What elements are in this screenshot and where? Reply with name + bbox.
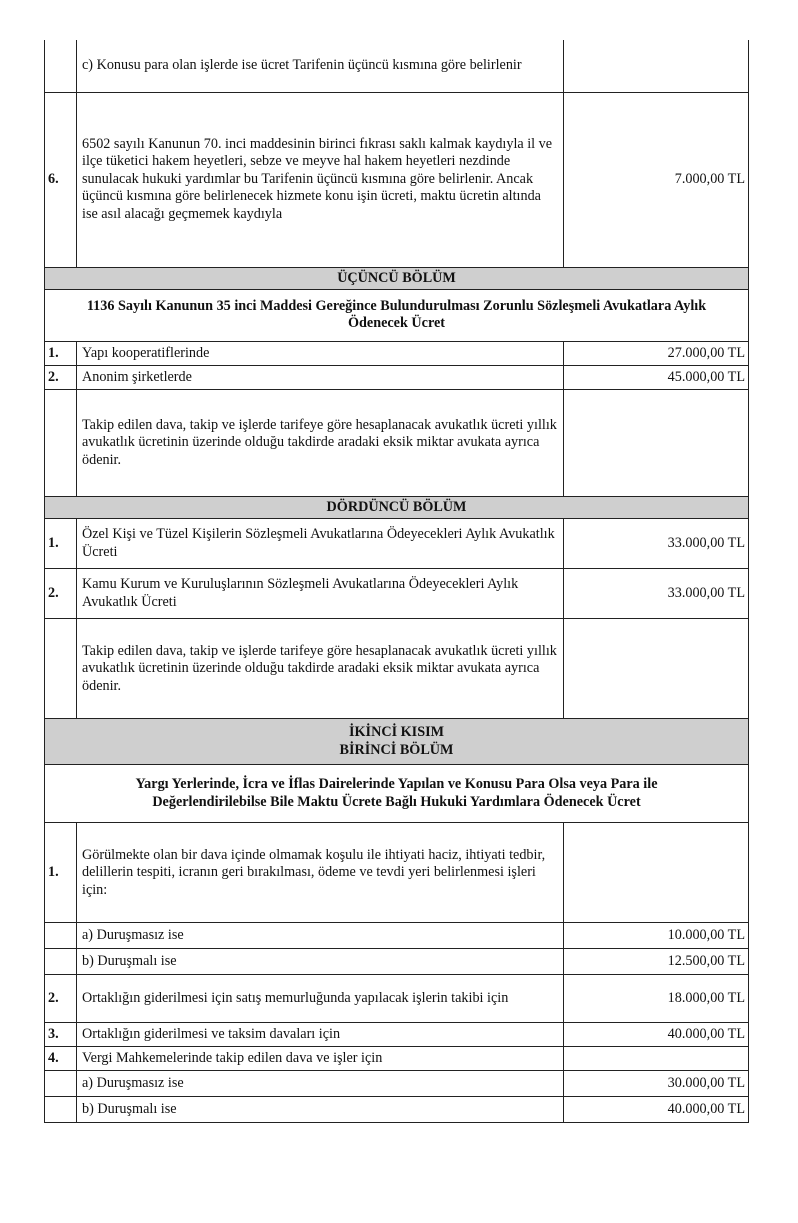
table-row — [45, 569, 749, 619]
table-row — [45, 823, 749, 923]
row-amount — [564, 389, 749, 496]
table-row — [45, 92, 749, 267]
table-row — [45, 949, 749, 975]
section-header-label: DÖRDÜNCÜ BÖLÜM — [45, 496, 749, 518]
section-title-row — [45, 289, 749, 341]
table-row — [45, 389, 749, 496]
row-number: 2. — [45, 365, 77, 389]
row-amount: 33.000,00 TL — [564, 519, 749, 569]
table-row — [45, 619, 749, 719]
row-number: 3. — [45, 1023, 77, 1047]
row-description: Görülmekte olan bir dava içinde olmamak koşulu ile ihtiyati haciz, ihtiyati tedbir, delillerin tespiti, icranın geri bırakılması, ödeme ve tevdi yeri belirlenmesi işleri için: — [77, 823, 564, 923]
row-number: 1. — [45, 519, 77, 569]
row-number — [45, 923, 77, 949]
row-description: c) Konusu para olan işlerde ise ücret Tarifenin üçüncü kısmına göre belirlenir — [77, 40, 564, 92]
table-row — [45, 1023, 749, 1047]
row-description: Anonim şirketlerde — [77, 365, 564, 389]
row-amount — [564, 1047, 749, 1071]
row-amount: 7.000,00 TL — [564, 92, 749, 267]
row-number: 4. — [45, 1047, 77, 1071]
part-header-line: İKİNCİ KISIM — [349, 724, 444, 741]
row-amount: 40.000,00 TL — [564, 1023, 749, 1047]
row-description: b) Duruşmalı ise — [77, 1097, 564, 1123]
part-header — [45, 719, 749, 765]
row-description: Kamu Kurum ve Kuruluşlarının Sözleşmeli Avukatlarına Ödeyecekleri Aylık Avukatlık Ücreti — [77, 569, 564, 619]
part-header-line: BİRİNCİ BÖLÜM — [339, 741, 454, 758]
row-description: Özel Kişi ve Tüzel Kişilerin Sözleşmeli Avukatlarına Ödeyecekleri Aylık Avukatlık Ücreti — [77, 519, 564, 569]
row-number — [45, 389, 77, 496]
row-number — [45, 619, 77, 719]
part-header-label — [45, 719, 749, 765]
row-number: 2. — [45, 569, 77, 619]
section-title: Yargı Yerlerinde, İcra ve İflas Dairelerinde Yapılan ve Konusu Para Olsa veya Para ile Değerlendirilebilse Bile Maktu Ücrete Bağlı Hukuki Yardımlara Ödenecek Ücret — [45, 765, 749, 823]
table-row — [45, 1097, 749, 1123]
tariff-page — [44, 40, 748, 1123]
row-number — [45, 1071, 77, 1097]
row-amount: 12.500,00 TL — [564, 949, 749, 975]
table-row — [45, 1047, 749, 1071]
section-header — [45, 496, 749, 518]
row-number: 1. — [45, 341, 77, 365]
section-title-row — [45, 765, 749, 823]
row-amount: 33.000,00 TL — [564, 569, 749, 619]
row-number — [45, 1097, 77, 1123]
row-number — [45, 949, 77, 975]
section-header — [45, 267, 749, 289]
row-note: Takip edilen dava, takip ve işlerde tarifeye göre hesaplanacak avukatlık ücreti yıllık avukatlık ücretinin üzerinde olduğu takdirde aradaki eksik miktar avukata ayrıca ödenir. — [77, 389, 564, 496]
tariff-table — [44, 40, 749, 1123]
row-amount: 40.000,00 TL — [564, 1097, 749, 1123]
row-number: 6. — [45, 92, 77, 267]
row-number: 1. — [45, 823, 77, 923]
table-row — [45, 923, 749, 949]
section-header-label: ÜÇÜNCÜ BÖLÜM — [45, 267, 749, 289]
row-amount — [564, 40, 749, 92]
row-description: Ortaklığın giderilmesi ve taksim davaları için — [77, 1023, 564, 1047]
row-amount — [564, 619, 749, 719]
row-amount: 18.000,00 TL — [564, 975, 749, 1023]
section-title: 1136 Sayılı Kanunun 35 inci Maddesi Gereğince Bulundurulması Zorunlu Sözleşmeli Avukatlara Aylık Ödenecek Ücret — [45, 289, 749, 341]
table-row — [45, 519, 749, 569]
row-description: 6502 sayılı Kanunun 70. inci maddesinin birinci fıkrası saklı kalmak kaydıyla il ve ilçe tüketici hakem heyetleri, sebze ve meyve hal hakem heyetleri nezdinde sunulacak hukuki yardımlar bu Tarifenin üçüncü kısmına göre belirlenir. Ancak üçüncü kısmına göre belirlenecek hizmete konu işin ücreti, maktu ücretin altında ise asıl alacağı geçmemek kaydıyla — [77, 92, 564, 267]
row-amount — [564, 823, 749, 923]
row-description: Ortaklığın giderilmesi için satış memurluğunda yapılacak işlerin takibi için — [77, 975, 564, 1023]
row-amount: 45.000,00 TL — [564, 365, 749, 389]
row-description: a) Duruşmasız ise — [77, 1071, 564, 1097]
table-row — [45, 365, 749, 389]
row-amount: 30.000,00 TL — [564, 1071, 749, 1097]
row-description: b) Duruşmalı ise — [77, 949, 564, 975]
table-row — [45, 1071, 749, 1097]
table-row — [45, 975, 749, 1023]
row-number — [45, 40, 77, 92]
row-note: Takip edilen dava, takip ve işlerde tarifeye göre hesaplanacak avukatlık ücreti yıllık avukatlık ücretinin üzerinde olduğu takdirde aradaki eksik miktar avukata ayrıca ödenir. — [77, 619, 564, 719]
row-description: Yapı kooperatiflerinde — [77, 341, 564, 365]
table-row — [45, 341, 749, 365]
row-description: Vergi Mahkemelerinde takip edilen dava ve işler için — [77, 1047, 564, 1071]
row-number: 2. — [45, 975, 77, 1023]
row-amount: 10.000,00 TL — [564, 923, 749, 949]
table-row — [45, 40, 749, 92]
row-description: a) Duruşmasız ise — [77, 923, 564, 949]
row-amount: 27.000,00 TL — [564, 341, 749, 365]
